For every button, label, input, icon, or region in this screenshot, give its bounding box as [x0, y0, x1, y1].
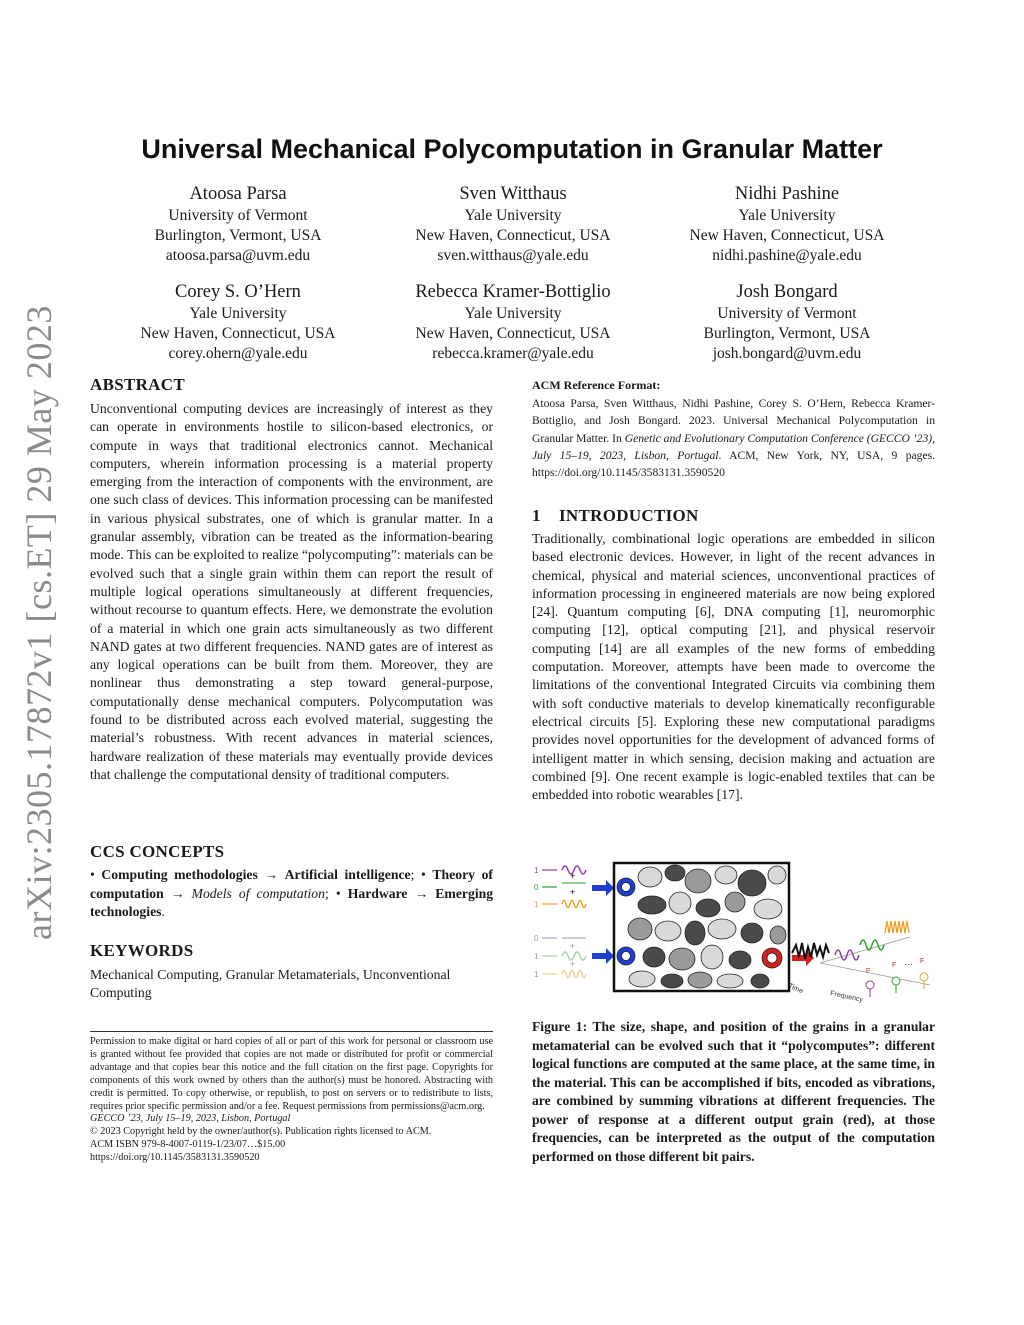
- author-block: [88, 182, 388, 266]
- author-location: New Haven, Connecticut, USA: [415, 325, 611, 342]
- section-number: 1: [532, 506, 541, 525]
- footnote-rule: [90, 1031, 493, 1032]
- author-affiliation: Yale University: [464, 305, 562, 322]
- intro-text: Traditionally, combinational logic operations are embedded in silicon based electronic devices. However, in light of the recent advances in chemical, physical and material sciences, unconventional practices of information processing in engineered materials are now being explored [24]. Quantum computing [6], DNA computing [1], neuromorphic computing [12], optical computing [21], and physical reservoir computing [14] are all examples of the new forms of embedding computation. Moreover, attempts have been made to overcome the limitations of the conventional Integrated Circuits via combining them with soft conductive materials to develop kinematically reconfigurable electrical circuits [5]. Exploring these new computational paradigms provides novel opportunities for the development of advanced forms of intelligent matter in which sensing, decision making and actuation are combined [9]. One recent example is logic-enabled textiles that can be embedded into robotic wearables [17].: [532, 531, 935, 803]
- author-location: Burlington, Vermont, USA: [703, 325, 871, 342]
- ccs-main: Computing methodologies: [101, 867, 258, 882]
- keywords-text: Mechanical Computing, Granular Metamaterials, Unconventional Computing: [90, 967, 451, 1001]
- bullet: •: [335, 885, 341, 901]
- author-email[interactable]: nidhi.pashine@yale.edu: [712, 247, 862, 264]
- freq-wave-orange: [885, 921, 909, 933]
- acm-reference: [532, 395, 935, 481]
- acm-ref-venue: Genetic and Evolutionary Computation Conference (GECCO ’23), July 15–19, 2023, Lisbon, Portugal: [532, 431, 936, 462]
- author-affiliation: University of Vermont: [168, 207, 308, 224]
- freq-wave-green: [860, 940, 884, 950]
- author-block: [363, 280, 663, 364]
- wave-orange-faded: [562, 971, 586, 978]
- author-name: Nidhi Pashine: [734, 184, 840, 204]
- acm-ref-text: Atoosa Parsa, Sven Witthaus, Nidhi Pashine, Corey S. O’Hern, Rebecca Kramer-Bottiglio, and Josh Bongard. 2023. Universal Mechanical Polycomputation in Granular Matter. In: [532, 397, 935, 445]
- author-block: [363, 182, 663, 266]
- author-email[interactable]: atoosa.parsa@uvm.edu: [165, 247, 311, 264]
- acm-ref-text-end: . ACM, New York, NY, USA, 9 pages. https://doi.org/10.1145/3583131.3590520: [532, 448, 935, 480]
- input-bit-label: 1: [534, 900, 539, 909]
- input-bit-label: 1: [534, 970, 539, 979]
- author-block: [637, 280, 937, 364]
- author-block: [88, 280, 388, 364]
- keywords-body: [90, 966, 493, 1003]
- author-email[interactable]: josh.bongard@uvm.edu: [712, 345, 862, 362]
- doi-link[interactable]: https://doi.org/10.1145/3583131.3590520: [90, 1152, 260, 1164]
- axis-frequency-label: Frequency: [829, 990, 864, 1004]
- author-name: Josh Bongard: [736, 282, 838, 302]
- freq-label-f1: F: [866, 968, 871, 975]
- ccs-sub: Models of computation: [191, 885, 325, 901]
- input-arrow-blue: [592, 948, 614, 964]
- bullet: •: [421, 867, 426, 882]
- author-affiliation: Yale University: [738, 207, 836, 224]
- plus-sign: +: [570, 959, 576, 969]
- author-location: New Haven, Connecticut, USA: [415, 227, 611, 244]
- input-bit-label: 1: [534, 952, 539, 961]
- section-title: INTRODUCTION: [559, 506, 699, 525]
- arxiv-stamp: arXiv:2305.17872v1 [cs.ET] 29 May 2023: [19, 305, 59, 940]
- paper-title: Universal Mechanical Polycomputation in Granular Matter: [141, 134, 883, 164]
- freq-wave-purple: [835, 950, 859, 960]
- author-location: Burlington, Vermont, USA: [154, 227, 322, 244]
- ccs-main: Hardware: [347, 885, 408, 901]
- arrow: →: [170, 885, 185, 901]
- bulb-icons: [866, 973, 928, 997]
- input-bit-label: 0: [534, 883, 539, 892]
- ccs-heading: CCS CONCEPTS: [90, 842, 225, 861]
- intro-heading: [532, 506, 699, 526]
- input-bit-label: 0: [534, 934, 539, 943]
- plus-sign: +: [570, 941, 576, 951]
- separator: ;: [325, 885, 329, 901]
- copyright: © 2023 Copyright held by the owner/author(s). Publication rights licensed to ACM.: [90, 1126, 432, 1138]
- venue-text: GECCO ’23, July 15–19, 2023, Lisbon, Portugal: [90, 1113, 291, 1125]
- abstract-body: [90, 400, 493, 784]
- author-email[interactable]: sven.witthaus@yale.edu: [437, 247, 589, 264]
- wave-orange: [562, 901, 586, 908]
- freq-label-fn: F: [920, 958, 925, 965]
- venue: [90, 1113, 493, 1126]
- plot-axis: [820, 963, 930, 985]
- arrow: →: [264, 867, 279, 882]
- figure-caption: Figure 1: The size, shape, and position of the grains in a granular metamaterial can be evolved such that it “polycomputes”: different logical functions are computed at the same place, at the same time, in the material. This can be accomplished if bits, encoded as vibrations, are combined by summing vibrations at different frequencies. The power of response at a different output grain (red), at those frequencies, can be interpreted as the output of the computation performed on those different bit pairs.: [532, 1019, 935, 1164]
- axis-time-label: Time: [787, 982, 804, 996]
- author-email[interactable]: corey.ohern@yale.edu: [168, 345, 308, 362]
- author-block: [637, 182, 937, 266]
- author-location: New Haven, Connecticut, USA: [689, 227, 885, 244]
- author-location: New Haven, Connecticut, USA: [140, 325, 336, 342]
- freq-label-f2: F: [892, 962, 897, 969]
- period: .: [161, 904, 165, 919]
- input-bit-label: 1: [534, 866, 539, 875]
- author-name: Corey S. O’Hern: [175, 282, 301, 302]
- author-name: Rebecca Kramer-Bottiglio: [415, 282, 611, 302]
- separator: ;: [410, 867, 415, 882]
- author-name: Sven Witthaus: [459, 184, 567, 204]
- ellipsis: …: [904, 957, 913, 967]
- abstract-heading: ABSTRACT: [90, 375, 185, 394]
- permission-block: [90, 1036, 493, 1165]
- bullet: •: [90, 867, 95, 882]
- figure-1: [530, 845, 940, 1005]
- ccs-concepts: [90, 866, 493, 922]
- input-arrow-blue: [592, 880, 614, 896]
- ccs-sub: Artificial intelligence: [284, 867, 411, 882]
- isbn: ACM ISBN 979-8-4007-0119-1/23/07…$15.00: [90, 1139, 286, 1151]
- plus-sign: +: [570, 871, 576, 881]
- intro-body: [532, 530, 935, 804]
- author-affiliation: University of Vermont: [717, 305, 857, 322]
- abstract-text: Unconventional computing devices are increasingly of interest as they can operate in environments hostile to silicon-based electronics, or compute in ways that traditional electronics cannot. Mechanical computers, wherein information processing is a material property emerging from the interaction of components with the environment, are one such class of devices. This information processing can be manifested in various physical substrates, one of which is granular matter. In a granular assembly, vibration can be treated as the information-bearing mode. This can be exploited to realize “polycomputing”: materials can be evolved such that a single grain within them can report the result of multiple logical operations simultaneously at different frequencies, without recourse to quantum effects. Here, we demonstrate the evolution of a material in which one grain acts simultaneously as two different NAND gates at two different frequencies. NAND gates are of interest as any logical operations can be built from them. Moreover, they are nonlinear thus demonstrating a step toward general-purpose, computationally dense mechanical computers. Polycomputation was found to be distributed across each evolved material, suggesting the material’s robustness. With recent advances in material sciences, hardware realization of these materials may eventually provide devices that challenge the computational density of traditional computers.: [90, 401, 494, 782]
- acm-reference-heading: ACM Reference Format:: [532, 378, 661, 392]
- ccs-main: Theory of computation: [90, 867, 493, 901]
- permission-text: Permission to make digital or hard copies of all or part of this work for personal or classroom use is granted without fee provided that copies are not made or distributed for profit or commercial advantage and that copies bear this notice and the full citation on the first page. Copyrights for components of this work owned by others than the author(s) must be honored. Abstracting with credit is permitted. To copy otherwise, or republish, to post on servers or to redistribute to lists, requires prior specific permission and/or a fee. Request permissions from permissions@acm.org.: [90, 1036, 493, 1112]
- keywords-heading: KEYWORDS: [90, 941, 194, 960]
- author-email[interactable]: rebecca.kramer@yale.edu: [432, 345, 594, 362]
- author-name: Atoosa Parsa: [189, 184, 287, 204]
- plus-sign: +: [570, 887, 576, 897]
- author-affiliation: Yale University: [464, 207, 562, 224]
- author-affiliation: Yale University: [189, 305, 287, 322]
- arrow: →: [414, 885, 429, 901]
- ccs-sub: Emerging technologies: [90, 885, 494, 919]
